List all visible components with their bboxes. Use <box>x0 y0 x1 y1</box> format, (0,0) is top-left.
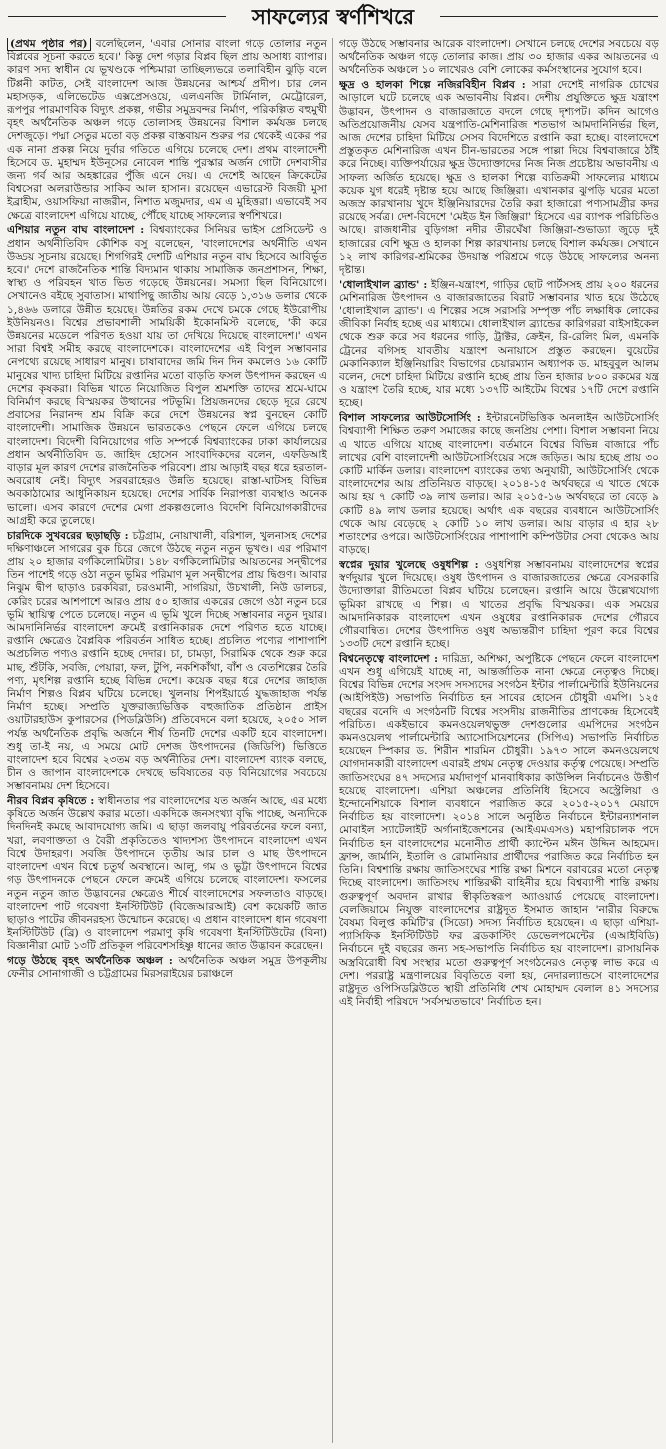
article-paragraph <box>7 795 327 953</box>
subheading: স্বপ্নের দুয়ার খুলেছে ওষুধশিল্প : <box>339 558 479 571</box>
article-paragraph <box>7 38 327 223</box>
subheading: নীরব বিপ্লব কৃষিতে : <box>7 795 95 808</box>
paragraph-text: ইন্টারনেটভিত্তিক অনলাইন আউটসোর্সিং বিশ্বব্যাপী শিক্ষিত তরুণ সমাজের কাছে জনপ্রিয় পেশা। বিশাল সম্ভাবনা নিয়ে এ খাতে এগিয়ে যাচ্ছে বাংলাদেশ। বর্তমানে বিশ্বের বিভিন্ন বাজারে পাঁচ লাখের বেশি বাংলাদেশী আউটসোর্সিংয়ের সঙ্গে জড়িত। আয় হচ্ছে প্রায় ৩০ কোটি মার্কিন ডলার। বাংলাদেশ ব্যাংকের তথ্য অনুযায়ী, আউটসোর্সিং থেকে বাংলাদেশের আয় প্রতিনিয়ত বাড়ছে। ২০১৪-১৫ অর্থবছরে এ খাতে থেকে আয় হয় ৭ কোটি ৩৯ লাখ ডলার। আর ২০১৫-১৬ অর্থবছরে তা বেড়ে ৯ কোটি ৪৯ লাখ ডলার হয়েছে। অর্থাৎ এক বছরের ব্যবধানে আউটসোর্সিং থেকে আয় বেড়েছে ২ কোটি ১০ লাখ ডলার। আয় বাড়ার এ হার ২৮ শতাংশের ওপরে। আউটসোর্সিংয়ের পাশাপাশি কম্পিউটার সেবা থেকেও আয় বাড়ছে। <box>339 412 659 557</box>
paragraph-text: অর্থনৈতিক অঞ্চল সমুদ্র উপকূলীয় ফেনীর সোনাগাজী ও চট্টগ্রামের মিরসরাইয়ের চরাঞ্চলে <box>7 955 327 981</box>
subheading: বিশ্বনেতৃত্বে বাংলাদেশ : <box>339 652 439 665</box>
paragraph-text: বিশ্বব্যাংকের সিনিয়র ভাইস প্রেসিডেন্ট ও প্রধান অর্থনীতিবিদ কৌশিক বসু বলেছেন, 'বাংলাদেশের অর্থনীতি এখন উড্ডয় সূচনায় রয়েছে। শিগগিরই দেশটি এশিয়ার নতুন বাঘ হিসেবে আবির্ভূত হবে।' দেশে রাজনৈতিক শান্তি বিদ্যমান থাকায় সামাজিক জনপ্রশাসন, শিক্ষা, স্বাস্থ্য ও পরিবহন খাত ভিত গড়েছে উন্নয়নের। সমস্যা ছিল বিনিয়োগে। সেখানেও বইছে সুবাতাস। মাথাপিছু জাতীয় আয় বেড়ে ১,৩১৬ ডলার থেকে ১,৪৬৬ ডলারে উন্নীত হয়েছে। উন্নতির রকম দেখে চমকে গেছে ইউরোপীয় ইউনিয়নও। বিশ্বের প্রভাবশালী সাময়িকী ইকোনমিস্ট বলেছে, 'কী করে উন্নয়নের মডেলে পরিণত হওয়া যায় তা দেখিয়ে দিয়েছে বাংলাদেশ।' এখন সারা বিশ্বই সমীহ করছে বাংলাদেশকে। বাংলাদেশের এই বিপুল সম্ভাবনার নেপথ্যে রয়েছে সাধারণ মানুষ। চাষাবাদের জমি দিন দিন কমলেও ১৬ কোটি মানুষের খাদ্য চাহিদা মিটিয়ে রপ্তানির মতো বাড়তি ফসল উৎপাদন করছেন এ দেশের কৃষকরা। বিভিন্ন খাতে নিয়োজিত বিপুল শ্রমশক্তি তাদের শ্রমে-ঘামে বিনির্মাণ করছে বিস্ময়কর উত্থানের পটভূমি। প্রিয়জনদের ছেড়ে দূরে রেখে প্রবাসের নিরানন্দ শ্রম বিক্রি করে দেশে উন্নয়নের স্বপ্ন বুনছেন কোটি বাংলাদেশী। সামাজিক উন্নয়নে ভারতকেও পেছনে ফেলে এগিয়ে চলছে বাংলাদেশ। বিদেশী বিনিয়োগের গতি সম্পর্কে বিশ্বব্যাংকের ঢাকা কার্যালয়ের প্রধান অর্থনীতিবিদ ড. জাহিদ হোসেন সাংবাদিকদের বলেন, এফডিআই বাড়ার মূল কারণ দেশের রাজনৈতিক পরিবেশ। প্রায় আড়াই বছর ধরে হরতাল-অবরোধ নেই। বিদ্যুৎ সরবরাহেরও উন্নতি হয়েছে। রাস্তা-ঘাটসহ বিভিন্ন অবকাঠামোর আধুনিকায়ন হয়েছে। দেশের সার্বিক নিরাপত্তা ব্যবস্থাও অনেক ভালো। এসব কারণে দেশের মেগা প্রকল্পগুলোও বিদেশি বিনিয়োগকারীদের আগ্রহী করে তুলেছে। <box>7 224 327 527</box>
headline-rule-left <box>8 16 226 17</box>
article-paragraph <box>339 559 659 651</box>
page-title: সাফল্যের স্বর্ণশিখরে <box>242 3 424 31</box>
article-paragraph <box>339 412 659 557</box>
paragraph-text: ইঞ্জিন-যন্ত্রাংশ, গাড়ির ছোট পার্টসসহ প্রায় ২০০ ধরনের মেশিনারিজ উৎপাদন ও বাজারজাতের বিরাট সম্ভাবনার খাত হয়ে উঠেছে 'ধোলাইখাল ব্র্যান্ড'। এ শিল্পের সঙ্গে সরাসরি সম্পৃক্ত পাঁচ লক্ষাধিক লোকের জীবিকা নির্বাহ হচ্ছে এর মাধ্যমে। ধোলাইখাল ব্র্যান্ডের কারিগররা বাইসাইকেল থেকে শুরু করে সব ধরনের গাড়ি, ট্রাক্টর, ক্রেইন, রি-রেলিং মিল, এমনকি ট্রেনের বগিসহ যাবতীয় যন্ত্রাংশ অনায়াসে প্রস্তুত করছেন। বুয়েটের মেকানিক্যাল ইঞ্জিনিয়ারিং বিভাগের চেয়ারম্যান অধ্যাপক ড. মাহবুবুল আলম বলেন, দেশে চাহিদা মিটিয়ে রপ্তানি হচ্ছে প্রায় তিন হাজার ৮০০ রকমের যন্ত্র ও যন্ত্রাংশ তৈরি হচ্ছে, যার মধ্যে ১৩৭টি আইটেম বিশ্বের ১৭টি দেশে রপ্তানি হচ্ছে। <box>339 278 659 410</box>
paragraph-text: গড়ে উঠছে সম্ভাবনার আরেক বাংলাদেশ। সেখানে চলছে দেশের সবচেয়ে বড় অর্থনৈতিক অঞ্চল গড়ে তোলার কাজ। প্রায় ৩০ হাজার একর আয়তনের এ অর্থনৈতিক অঞ্চলে ১০ লাখেরও বেশি লোকের কর্মসংস্থানের সুযোগ হবে। <box>339 38 659 77</box>
article-paragraph <box>339 653 659 1009</box>
paragraph-text: বলেছিলেন, 'এবার সোনার বাংলা গড়ে তোলার নতুন বিপ্লবের সূচনা করতে হবে।' কিন্তু দেশ গড়ার বিপ্লব ছিল প্রায় অসাধ্য ব্যাপার। কারণ সদ্য স্বাধীন যে ভূখণ্ডকে পশ্চিমারা তাচ্ছিল্যভরে তলাবিহীন ঝুড়ি বলে টিপ্পনী কাটত, সেই বাংলাদেশ আজ উন্নয়নের আশ্চর্য প্রদীপ। চার লেন মহাসড়ক, এলিভেটেড এক্সপ্রেসওয়ে, এলএনজি টার্মিনাল, মেট্রোরেল, রূপপুর পারমাণবিক বিদ্যুৎ প্রকল্প, গভীর সমুদ্রবন্দর নির্মাণ, পরিকল্পিত বহুমুখী বৃহৎ অর্থনৈতিক অঞ্চল গড়ে তোলাসহ উন্নয়নের বিশাল কর্মযজ্ঞ চলছে দেশজুড়ে। পদ্মা সেতুর মতো বড় প্রকল্প বাস্তবায়ন শুরুর পর থেকেই একের পর এক নানা প্রকল্প নিয়ে দুর্বার গতিতে এগিয়ে চলেছে দেশ। প্রথম বাংলাদেশী হিসেবে ড. মুহাম্মদ ইউনূসের নোবেল শান্তি পুরস্কার অর্জন গোটা দেশবাসীর জন্য গর্ব আর অহঙ্কারের পুঁজি এনে দেয়। এ দেশেই আছেন ক্রিকেটের বিশ্বসেরা অলরাউন্ডার সাকিব আল হাসান। রয়েছেন এভারেস্ট বিজয়ী মুসা ইব্রাহীম, ওয়াসফিয়া নাজরীন, নিশাত মজুমদার, এম এ মুহিত্তরা। এভাবেই সব ক্ষেত্রে বাংলাদেশ এগিয়ে যাচ্ছে, পৌঁছে যাচ্ছে সাফল্যের স্বর্ণশিখরে। <box>7 38 327 222</box>
article-paragraph <box>339 79 659 277</box>
column-divider <box>332 38 333 1443</box>
paragraph-text: ওষুধশিল্প সম্ভাবনাময় বাংলাদেশের স্বপ্নের স্বর্ণদুয়ার খুলে দিয়েছে। ওষুধ উৎপাদন ও বাজারজাতের ক্ষেত্রে বেসরকারি উদ্যোক্তারা রীতিমতো বিপ্লব ঘটিয়ে চলেছেন। রপ্তানি আয়ে উল্লেখযোগ্য ভূমিকা রাখছে এ শিল্প। এ খাতের প্রবৃদ্ধি বিস্ময়কর। এক সময়ের আমদানিকারক বাংলাদেশ এখন ওষুধের রপ্তানিকারক দেশের গৌরবে গৌরবান্বিত। দেশের উৎপাদিত ওষুধ অভ্যন্তরীণ চাহিদা পূরণ করে বিশ্বের ১৩৩টি দেশে রপ্তানি হচ্ছে। <box>339 558 659 651</box>
article-paragraph <box>7 530 327 794</box>
paragraph-text: দারিদ্র্য, অশিক্ষা, অপুষ্টিকে পেছনে ফেলে বাংলাদেশ এখন শুধু এগিয়েই যাচ্ছে না, আন্তর্জাতিক নানা ক্ষেত্রে নেতৃত্বও দিচ্ছে। বিশ্বের বিভিন্ন দেশের সংসদ সদস্যদের সংগঠন ইন্টার পার্লামেন্টারি ইউনিয়নের (আইপিইউ) সভাপতি নির্বাচিত হন সাবের হোসেন চৌধুরী এমপি। ১২৫ বছরের বনেদি এ সংগঠনটি বিশ্বের সংসদীয় রাজনীতির প্রাণকেন্দ্র হিসেবেই পরিচিত। একইভাবে কমনওয়েলথভুক্ত দেশগুলোর এমপিদের সংগঠন কমনওয়েলথ পার্লামেন্টারি অ্যাসোসিয়েশনের (সিপিএ) সভাপতি নির্বাচিত হয়েছেন স্পিকার ড. শিরীন শারমিন চৌধুরী। ১৯৭৩ সালে কমনওয়েলথে যোগদানকারী বাংলাদেশ এবারই প্রথম নেতৃত্ব দেওয়ার কর্তৃত্ব পেয়েছে। সম্প্রতি জাতিসংঘের ৪৭ সদস্যের মর্যাদাপূর্ণ মানবাধিকার কাউন্সিল নির্বাচনেও উত্তীর্ণ হয়েছে বাংলাদেশ। এশিয়া অঞ্চলের প্রতিনিধি হিসেবে অস্ট্রেলিয়া ও ইন্দোনেশিয়াকে বিশাল ব্যবধানে পরাজিত করে ২০১৫-২০১৭ মেয়াদে নির্বাচিত হয় বাংলাদেশ। ২০১৪ সালে অনুষ্ঠিত নির্বাচনে ইন্টারন্যাশনাল মোবাইল স্যাটেলাইট অর্গানাইজেশনের (আইএমএসও) মহাপরিচালক পদে নির্বাচিত হন বাংলাদেশের মনোনীত প্রার্থী ক্যাপ্টেন মঈন উদ্দিন আহমেদ। ফ্রান্স, জার্মানি, ইতালি ও রোমানিয়ার প্রার্থীদের পরাজিত করে নির্বাচিত হন তিনি। বিশ্বশান্তি রক্ষায় জাতিসংঘের শান্তি রক্ষা মিশনে বরাবরের মতো নেতৃত্ব দিচ্ছে বাংলাদেশ। জাতিসংঘ শান্তিরক্ষী বাহিনীর হয়ে বিশ্বব্যাপী শান্তি রক্ষায় গুরুত্বপূর্ণ অবদান রাখার স্বীকৃতিস্বরূপ অ্যাওয়ার্ড পেয়েছে বাংলাদেশ। বেলজিয়ামে নিযুক্ত বাংলাদেশের রাষ্ট্রদূত ইসমাত জাহান 'নারীর বিরুদ্ধে বৈষম্য বিলুপ্ত কমিটি'র (সিডো) সদস্য নির্বাচিত হয়েছেন। এ ছাড়া এশিয়া-প্যাসিফিক ইনস্টিটিউট ফর ব্রডকাস্টিং ডেভেলপমেন্টের (এআইবিডি) নির্বাচনে দুই বছরের জন্য সহ-সভাপতি নির্বাচিত হয় বাংলাদেশ। রাসায়নিক অস্ত্রবিরোধী বিশ্ব সংস্থার মতো গুরুত্বপূর্ণ সংগঠনেরও নেতৃত্ব লাভ করে এ দেশ। পররাষ্ট্র মন্ত্রণালয়ের বিবৃতিতে বলা হয়, নেদারল্যান্ডসে বাংলাদেশের রাষ্ট্রদূত ওপিসিডব্লিউতে স্থায়ী প্রতিনিধি শেখ মোহাম্মদ বেলাল ৪১ সদস্যের এই নির্বাহী পরিষদে 'সর্বসম্মতভাবে' নির্বাচিত হন। <box>339 652 659 1009</box>
subheading: গড়ে উঠছে বৃহৎ অর্থনৈতিক অঞ্চল : <box>7 955 173 968</box>
article-paragraph <box>7 224 327 528</box>
subheading: ক্ষুদ্র ও হালকা শিল্পে নজিরবিহীন বিপ্লব : <box>339 79 526 92</box>
continuation-label: (প্রথম পৃষ্ঠার পর) <box>7 38 91 51</box>
right-column <box>339 38 659 1443</box>
article-paragraph <box>339 38 659 78</box>
article-paragraph <box>7 955 327 981</box>
subheading: বিশাল সাফল্যের আউটসোর্সিং : <box>339 412 481 425</box>
subheading: এশিয়ার নতুন বাঘ বাংলাদেশ : <box>7 224 145 237</box>
headline-bar <box>0 0 666 34</box>
headline-rule-right <box>440 16 658 17</box>
left-column <box>7 38 327 1443</box>
article-paragraph <box>339 279 659 411</box>
paragraph-text: স্বাধীনতার পর বাংলাদেশের যত অর্জন আছে, এর মধ্যে কৃষিতে অর্জন উল্লেখ করার মতো। একদিকে জনসংখ্যা বৃদ্ধি পাচ্ছে, অন্যদিকে দিনদিনই কমছে আবাদযোগ্য জমি। এ ছাড়া জলবায়ু পরিবর্তনের ফলে বন্যা, খরা, লবণাক্ততা ও বৈরী প্রকৃতিতেও খাদ্যশস্য উৎপাদনে বাংলাদেশ এখন বিশ্বে উদাহরণ। সবজি উৎপাদনে তৃতীয় আর চাল ও মাছ উৎপাদনে বাংলাদেশ এখন বিশ্বে চতুর্থ অবস্থানে। আলু, গম ও ভুট্টা উৎপাদনে বিশ্বের গড় উৎপাদনকে পেছনে ফেলে ক্রমেই এগিয়ে চলেছে বাংলাদেশ। ফসলের নতুন নতুন জাত উদ্ভাবনের ক্ষেত্রেও শীর্ষে বাংলাদেশের সফলতাও বাড়ছে। বাংলাদেশ পাট গবেষণা ইনস্টিটিউট (বিজেআরআই) বেশ কয়েকটি জাত ছাড়াও পাটের জীবনরহস্য উন্মোচন করেছে। এ প্রধান বাংলাদেশ ধান গবেষণা ইনস্টিটিউট (ব্রি) ও বাংলাদেশ পরমাণু কৃষি গবেষণা ইনস্টিটিউটের (বিনা) বিজ্ঞানীরা মোট ১৩টি প্রতিকূল পরিবেশসহিষ্ণু ধানের জাত উদ্ভাবন করেছেন। <box>7 795 327 953</box>
paragraph-text: সারা দেশেই নাগরিক চোখের আড়ালে ঘটে চলেছে এক অভাবনীয় বিপ্লব। দেশীয় প্রযুক্তিতে ক্ষুদ্র যন্ত্রাংশ উদ্ভাবন, উৎপাদন ও বাজারজাতে বদলে গেছে দৃশ্যপট। কদিন আগেও অতিপ্রয়োজনীয় যেসব যন্ত্রপাতি-মেশিনারিজ শতভাগ আমদানিনির্ভর ছিল, আজ দেশের চাহিদা মিটিয়ে সেসব বিদেশিতে রপ্তানি করা হচ্ছে। বাংলাদেশে প্রস্তুতকৃত মেশিনারিজ এখন চীন-ভারতের সঙ্গে পাল্লা দিয়ে বিশ্ববাজারে ঠাঁই করে নিচ্ছে। ব্যক্তিপর্যায়ের ক্ষুদ্র উদ্যোক্তাদের নিজ নিজ প্রচেষ্টায় অভাবনীয় এ সাফল্য অর্জিত হয়েছে। ক্ষুদ্র ও হালকা শিল্পে ব্যতিক্রমী সাফল্যের মাধ্যমে কয়েক যুগ ধরেই দৃষ্টান্ত হয়ে আছে জিঞ্জিরা। এখানকার ঝুপড়ি ঘরের মতো অজস্র কারখানায় খুদে ইঞ্জিনিয়ারদের তৈরি করা হাজারো পণ্যসামগ্রীর কদর রয়েছে সর্বত্র। দেশ-বিদেশে 'মেইড ইন জিঞ্জিরা' হিসেবে এর ব্যাপক পরিচিতিও আছে। রাজধানীর বুড়িগঙ্গা নদীর তীরঘেঁষা জিঞ্জিরা-শুভাড্যা জুড়ে দুই হাজারের বেশি ক্ষুদ্র ও হালকা শিল্প কারখানায় চলছে বিশাল কর্মযজ্ঞ। সেখানে ১২ লাখ কারিগর-শ্রমিকের উদয়াস্ত পরিশ্রমে গড়ে উঠছে সাফল্যের অনন্য দৃষ্টান্ত। <box>339 79 659 276</box>
paragraph-text: চট্টগ্রাম, নোয়াখালী, বরিশাল, খুলনাসহ দেশের দক্ষিণাঞ্চলে সাগরের বুক চিরে জেগে উঠছে নতুন নতুন ভূখণ্ড। এর পরিমাণ প্রায় ২০ হাজার বর্গকিলোমিটার। ১৪৮ বর্গকিলোমিটার আয়তনের সন্দ্বীপের তিন পাশেই গড়ে ওঠা নতুন ভূমির পরিমাণ মূল সন্দ্বীপের প্রায় দ্বিগুণ। আবার নিঝুম দ্বীপ ছাড়াও চরকবিরা, চরওমানী, সাগরিয়া, উচখালী, নিউ ডালচর, কেরিং চরের আশপাশে আরও প্রায় ৫০ হাজার একরের জেগে ওঠা নতুন চরে ভূমি স্থায়িত্ব পেতে চলেছে। নতুন এ ভূমি খুলে দিচ্ছে সম্ভাবনার নতুন দুয়ার। আমদানিনির্ভর বাংলাদেশ ক্রমেই রপ্তানিকারক দেশে পরিণত হতে যাচ্ছে। রপ্তানি ক্ষেত্রেও বৈপ্লবিক পরিবর্তন সাধিত হচ্ছে। প্রচলিত পণ্যের পাশাপাশি অপ্রচলিত পণ্যও রপ্তানি হচ্ছে দেদার। চা, চামড়া, সিরামিক থেকে শুরু করে মাছ, শুঁটকি, সবজি, পেয়ারা, ফল, টুপি, নকশিকাঁথা, বাঁশ ও বেতশিল্পের তৈরি পণ্য, মৃৎশিল্প রপ্তানি হচ্ছে বিভিন্ন দেশে। কয়েক বছর ধরে দেশের জাহাজ নির্মাণ শিল্পও বিপ্লব ঘটিয়ে চলেছে। খুলনায় শিপইয়ার্ডে যুদ্ধজাহাজ পর্যন্ত নির্মাণ হচ্ছে। সম্প্রতি যুক্তরাজ্যভিত্তিক বহুজাতিক প্রতিষ্ঠান প্রাইস ওয়াটারহাউস কুপারসের (পিডব্লিউসি) প্রতিবেদনে বলা হয়েছে, ২০৫০ সাল পর্যন্ত অর্থনৈতিক প্রবৃদ্ধি অর্জনে শীর্ষ তিনটি দেশের একটি হবে বাংলাদেশ। শুধু তা-ই নয়, এ সময়ে মোট দেশজ উৎপাদনের (জিডিপি) ভিত্তিতে বাংলাদেশ হবে বিশ্বের ২৩তম বড় অর্থনীতির দেশ। বাংলাদেশ ব্যাংক বলছে, চীন ও জাপান বাংলাদেশকে দেখছে ভবিষ্যতের বড় বিনিয়োগের সবচেয়ে সম্ভাবনাময় দেশ হিসেবে। <box>7 529 327 793</box>
subheading: 'ধোলাইখাল ব্র্যান্ড' : <box>339 278 428 291</box>
subheading: চারদিকে সুখবরের ছড়াছড়ি : <box>7 529 129 542</box>
